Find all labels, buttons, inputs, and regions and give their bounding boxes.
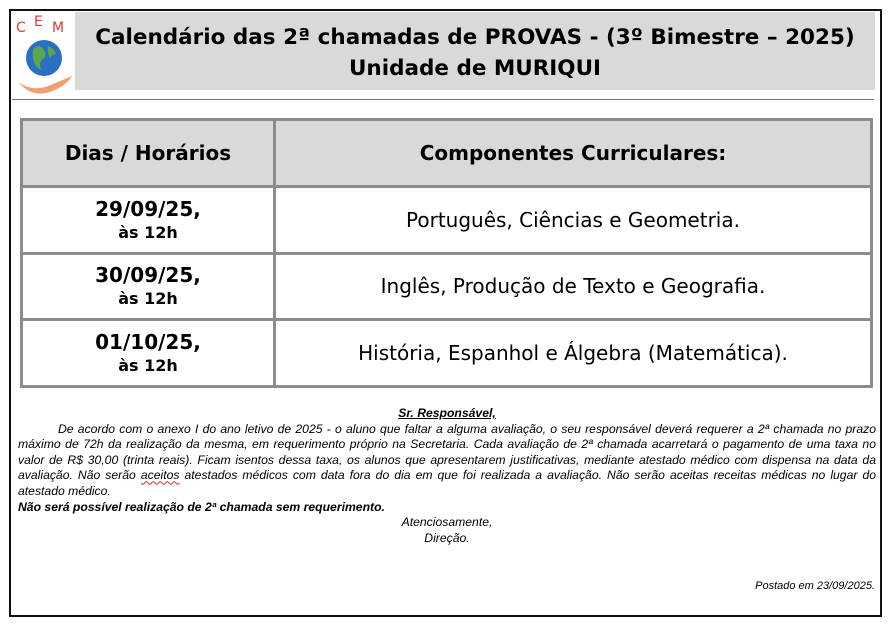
header-subjects: Componentes Curriculares: xyxy=(275,120,872,187)
school-logo xyxy=(12,12,76,96)
page-title xyxy=(75,22,875,84)
table-row xyxy=(22,187,872,254)
notice-text-a: De acordo com o anexo I do ano letivo de 2025 - o aluno que faltar a alguma avaliação, o seu responsável deverá requerer a 2ª chamada no prazo máximo de 72h da realização da mesma, em requerimento próprio na Secretaria. Cada avaliação de 2ª chamada acarretará o pagamento de uma taxa no valor de R$ 30,00 (trinta reais). Ficam isentos dessa taxa, os alunos que apresentarem justificativas, mediante atestado médico com dispensa na data da avaliação. Não serão xyxy=(18,421,876,483)
header-banner xyxy=(75,12,875,90)
subjects-cell: História, Espanhol e Álgebra (Matemática). xyxy=(275,320,872,387)
title-line-1: Calendário das 2ª chamadas de PROVAS - (3º Bimestre – 2025) xyxy=(95,25,855,50)
closing-regards: Atenciosamente, xyxy=(401,515,493,530)
time-text: às 12h xyxy=(118,222,178,242)
logo-text xyxy=(16,20,26,36)
date-text: 29/09/25, xyxy=(95,196,201,221)
logo-letter-e: E xyxy=(34,14,43,30)
subjects-cell: Português, Ciências e Geometria. xyxy=(275,187,872,254)
table-row xyxy=(22,253,872,320)
time-text: às 12h xyxy=(118,289,178,309)
table-header-row xyxy=(22,120,872,187)
date-cell xyxy=(22,320,275,387)
notice-paragraph xyxy=(18,422,876,500)
table-row xyxy=(22,320,872,387)
logo-letter-m: M xyxy=(52,20,65,36)
divider xyxy=(12,99,874,100)
notice-text-b: atestados médicos com data fora do dia em que foi realizada a avaliação. Não serão aceitas receitas médicas no lugar do atestado médico. xyxy=(18,468,877,498)
hand-icon xyxy=(18,76,72,94)
notice-heading: Sr. Responsável, xyxy=(398,406,496,420)
date-text: 30/09/25, xyxy=(95,263,201,288)
date-cell xyxy=(22,253,275,320)
notice-block xyxy=(18,406,876,546)
logo-letter-c: C xyxy=(16,20,26,36)
notice-bold-line: Não será possível realização de 2ª chamada sem requerimento. xyxy=(18,499,385,514)
posted-date: Postado em 23/09/2025. xyxy=(755,580,875,592)
title-line-2: Unidade de MURIQUI xyxy=(348,56,602,81)
closing-signature: Direção. xyxy=(424,530,470,545)
date-text: 01/10/25, xyxy=(95,330,201,355)
subjects-cell: Inglês, Produção de Texto e Geografia. xyxy=(275,253,872,320)
time-text: às 12h xyxy=(118,356,178,376)
date-cell xyxy=(22,187,275,254)
schedule-table xyxy=(20,118,873,388)
header-days: Dias / Horários xyxy=(22,120,275,187)
notice-word-aceitos: aceitos xyxy=(140,468,180,483)
